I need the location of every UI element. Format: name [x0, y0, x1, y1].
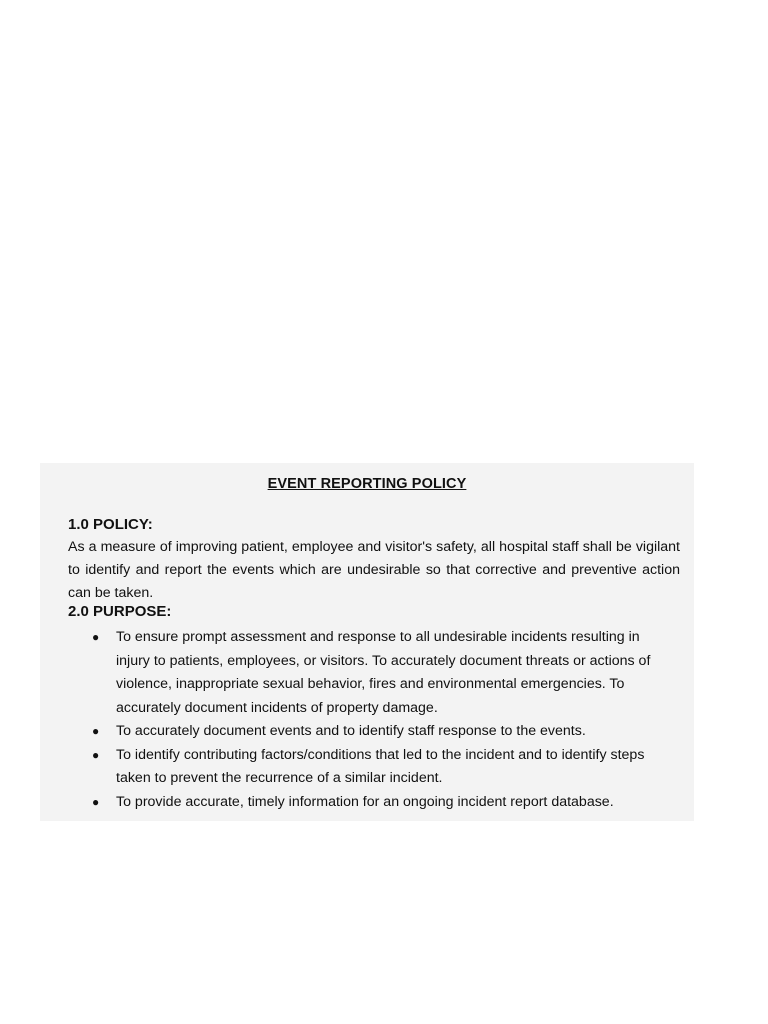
purpose-heading: 2.0 PURPOSE: [68, 603, 172, 620]
purpose-item-text: To identify contributing factors/conditions that led to the incident and to identify steps taken to prevent the recurrence of a similar incident. [116, 746, 645, 786]
policy-heading: 1.0 POLICY: [68, 516, 153, 533]
document-panel [40, 463, 694, 821]
purpose-item-text: To accurately document events and to identify staff response to the events. [116, 723, 586, 739]
purpose-list-item [92, 744, 662, 791]
bullet-icon: ● [92, 724, 100, 738]
purpose-list-item [92, 720, 662, 744]
bullet-icon: ● [92, 630, 100, 644]
purpose-item-text: To ensure prompt assessment and response to all undesirable incidents resulting in injury to patients, employees, or visitors. To accurately document threats or actions of violence, inappropriate sexual behavior, fires and environmental emergencies. To accurately document incidents of property damage. [116, 629, 651, 716]
bullet-icon: ● [92, 747, 100, 762]
bullet-icon: ● [92, 794, 100, 809]
policy-text: As a measure of improving patient, employee and visitor's safety, all hospital staff shall be vigilant to identify and report the events which are undesirable so that corrective and preventive action can be taken. [68, 539, 680, 601]
purpose-list-item [92, 791, 662, 815]
purpose-list-item [92, 626, 662, 720]
purpose-item-text: To provide accurate, timely information for an ongoing incident report database. [116, 793, 614, 810]
purpose-list [92, 626, 662, 814]
document-title: EVENT REPORTING POLICY [267, 476, 467, 492]
